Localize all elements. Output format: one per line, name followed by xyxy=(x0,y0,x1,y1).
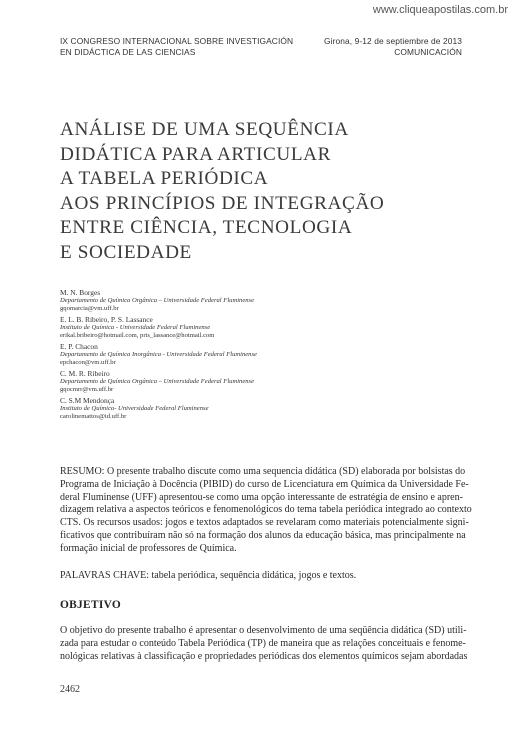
author-name: E. L. B. Ribeiro, P. S. Lassance xyxy=(60,315,153,324)
title-line: AOS PRINCÍPIOS DE INTEGRAÇÃO xyxy=(60,192,385,214)
author-name: C. M. R. Ribeiro xyxy=(60,369,110,378)
author-email: carolinemattos@id.uff.br xyxy=(60,413,127,420)
title-line: ENTRE CIÊNCIA, TECNOLOGIA xyxy=(60,217,353,239)
author-entry xyxy=(60,315,480,340)
author-institution: Departamento de Química Orgânica – Universidade Federal Fluminense xyxy=(60,378,255,385)
abstract-line: Programa de Iniciação à Docência (PIBID) do curso de Licenciatura em Química da Universidade Fe- xyxy=(60,478,469,490)
keywords: PALAVRAS CHAVE: tabela periódica, sequência didática, jogos e textos. xyxy=(60,570,357,581)
author-name: C. S.M Mendonça xyxy=(60,396,115,405)
abstract-line: formação inicial de professores de Química. xyxy=(60,542,237,554)
author-institution: Departamento de Química Inorgânica - Universidade Federal Fluminense xyxy=(60,351,257,358)
watermark: www.cliqueapostilas.com.br xyxy=(372,4,508,16)
header-right-line: COMUNICACIÓN xyxy=(394,47,462,57)
abstract-line: deral Fluminense (UFF) apresentou-se como uma opção interessante de estratégia de ensino e apren- xyxy=(60,491,463,503)
author-email: epchacon@vm.uff.br xyxy=(60,359,116,366)
header-right-line: Girona, 9-12 de septiembre de 2013 xyxy=(324,36,462,46)
paragraph-line: nológicas relativas à classificação e propriedades periódicas dos elementos químicos sejam abordadas xyxy=(60,650,468,662)
author-email: gqocmrr@vm.uff.br xyxy=(60,386,114,393)
title-line: E SOCIEDADE xyxy=(60,241,192,263)
author-entry xyxy=(60,288,480,313)
author-institution: Instituto de Química- Universidade Federal Fluminense xyxy=(60,405,209,412)
author-name: M. N. Borges xyxy=(60,288,101,297)
abstract-line: dizagem relativa a aspectos teóricos e fenomenológicos do tema tabela periódica integrado ao contexto xyxy=(60,504,472,516)
page-number: 2462 xyxy=(60,684,80,695)
abstract-line: ficativos que contribuíram não só na formação dos alunos da educação básica, mas principalmente na xyxy=(60,529,466,541)
title-line: DIDÁTICA PARA ARTICULAR xyxy=(60,143,332,165)
abstract xyxy=(60,466,472,556)
conference-name xyxy=(60,36,320,58)
author-institution: Departamento de Química Orgânica – Universidade Federal Fluminense xyxy=(60,297,255,304)
author-list xyxy=(60,288,480,423)
author-entry xyxy=(60,342,480,367)
header-left-line: EN DIDÁCTICA DE LAS CIENCIAS xyxy=(60,47,196,57)
author-entry xyxy=(60,369,480,394)
section-heading: OBJETIVO xyxy=(60,599,122,611)
title-line: A TABELA PERIÓDICA xyxy=(60,168,269,190)
author-name: E. P. Chacon xyxy=(60,342,98,351)
objective-paragraph xyxy=(60,625,468,663)
author-email: gqomarcia@vm.uff.br xyxy=(60,305,119,312)
author-institution: Instituto de Química - Universidade Federal Fluminense xyxy=(60,324,211,331)
abstract-line: CTS. Os recursos usados: jogos e textos adaptados se revelaram como materiais potencialmente signi- xyxy=(60,517,469,529)
conference-location xyxy=(282,36,462,58)
paper-title xyxy=(60,118,480,266)
author-entry xyxy=(60,396,480,421)
title-line: ANÁLISE DE UMA SEQUÊNCIA xyxy=(60,119,349,140)
paragraph-line: zada para estudar o conteúdo Tabela Periódica (TP) de maneira que as relações conceituais e fenome- xyxy=(60,637,466,649)
author-email: erikal.bribeiro@hotmail.com, pris_lassance@hotmail.com xyxy=(60,332,215,339)
abstract-line: RESUMO: O presente trabalho discute como uma sequencia didática (SD) elaborada por bolsistas do xyxy=(60,466,466,477)
header-left-line: IX CONGRESO INTERNACIONAL SOBRE INVESTIGACIÓN xyxy=(60,36,294,46)
paragraph-line: O objetivo do presente trabalho é apresentar o desenvolvimento de uma seqüência didática (SD) utili- xyxy=(60,625,467,636)
